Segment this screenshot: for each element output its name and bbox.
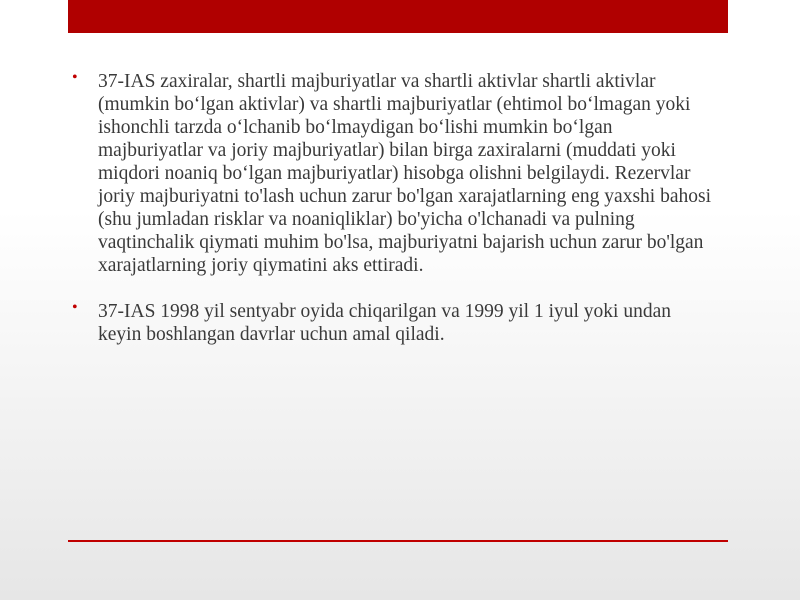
bottom-divider-line [68,540,728,542]
bullet-item-1 [68,70,718,277]
slide-content [68,70,718,369]
top-accent-bar [68,0,728,33]
bullet-text: 37-IAS zaxiralar, shartli majburiyatlar va shartli aktivlar shartli aktivlar (mumkin bo‘lgan aktivlar) va shartli majburiyatlar (ehtimol bo‘lmagan yoki ishonchli tarzda o‘lchanib bo‘lmaydigan bo‘lishi mumkin bo‘lgan majburiyatlar va joriy majburiyatlar) bilan birga zaxiralarni (muddati yoki miqdori noaniq bo‘lgan majburiyatlar) hisobga olishni belgilaydi. Rezervlar joriy majburiyatni to'lash uchun zarur bo'lgan xarajatlarning eng yaxshi bahosi (shu jumladan risklar va noaniqliklar) bo'yicha o'lchanadi va pulning vaqtinchalik qiymati muhim bo'lsa, majburiyatni bajarish uchun zarur bo'lgan xarajatlarning joriy qiymatini aks ettiradi. [98,71,711,276]
bullet-marker: • [72,299,78,316]
bullet-item-2 [68,300,718,346]
bullet-marker: • [72,69,78,86]
bullet-text: 37-IAS 1998 yil sentyabr oyida chiqarilgan va 1999 yil 1 iyul yoki undan keyin boshlangan davrlar uchun amal qiladi. [98,301,671,345]
